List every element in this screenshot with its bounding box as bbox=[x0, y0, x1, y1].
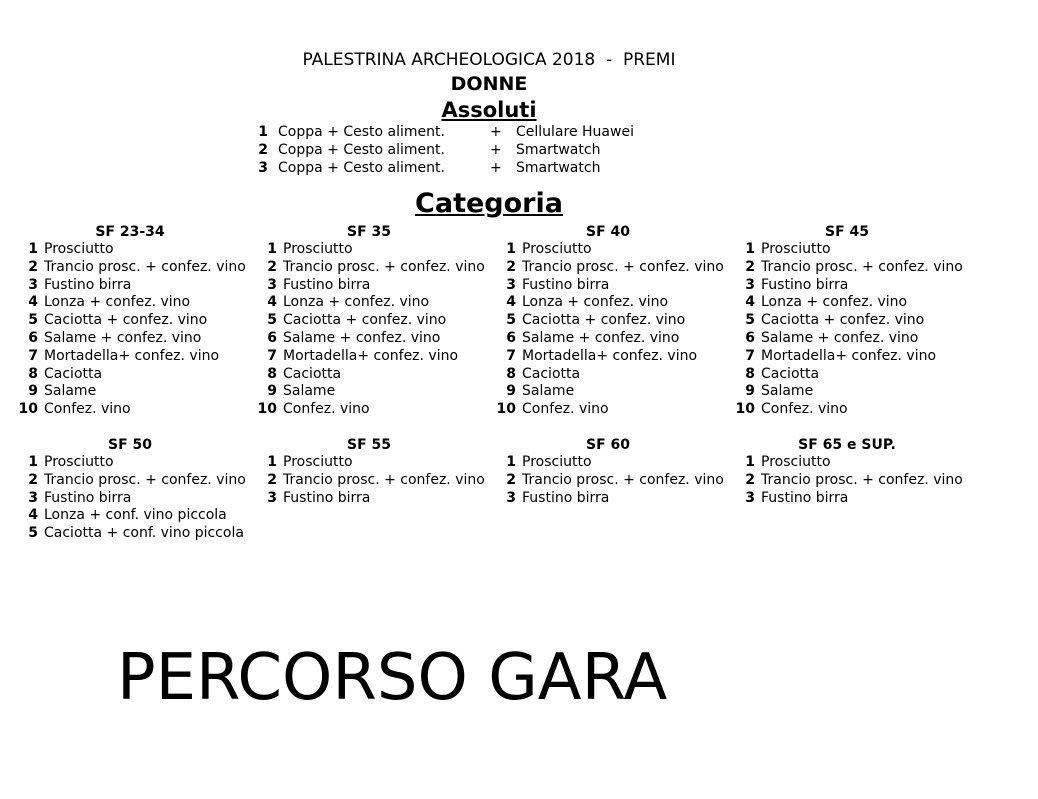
prize-text: Fustino birra bbox=[283, 489, 371, 506]
rank-number: 4 bbox=[28, 294, 38, 311]
rank-number: 8 bbox=[745, 365, 755, 382]
category-row bbox=[253, 330, 485, 348]
page-title: PALESTRINA ARCHEOLOGICA 2018 - PREMI bbox=[302, 50, 676, 70]
rank-number: 1 bbox=[28, 454, 38, 470]
category-row bbox=[14, 277, 246, 295]
category-row bbox=[253, 366, 485, 384]
plus-sign: + bbox=[490, 124, 502, 140]
category-row bbox=[14, 490, 246, 508]
category-row bbox=[14, 294, 246, 312]
prize-text: Salame bbox=[761, 383, 814, 400]
rank-number: 5 bbox=[28, 312, 38, 329]
prize-text: Salame + confez. vino bbox=[44, 329, 202, 346]
prize-text: Caciotta bbox=[283, 365, 342, 382]
prize-text: Mortadella+ confez. vino bbox=[44, 347, 220, 364]
prize-text: Prosciutto bbox=[522, 454, 592, 470]
category-row bbox=[492, 383, 724, 401]
rank-number: 3 bbox=[745, 489, 755, 506]
rank-number: 3 bbox=[506, 489, 516, 506]
rank-number: 1 bbox=[745, 241, 755, 257]
rank-number: 10 bbox=[735, 401, 755, 418]
category-row bbox=[14, 454, 246, 472]
rank-number: 4 bbox=[506, 294, 516, 311]
rank-number: 5 bbox=[745, 312, 755, 329]
category-row bbox=[492, 490, 724, 508]
rank-number: 6 bbox=[28, 329, 38, 346]
absolute-prize-list bbox=[250, 123, 670, 177]
category-row bbox=[14, 348, 246, 366]
prize-text: Lonza + confez. vino bbox=[283, 294, 430, 311]
category-row bbox=[492, 454, 724, 472]
category-block bbox=[492, 223, 724, 419]
category-title: SF 55 bbox=[346, 437, 391, 453]
prize-text: Caciotta bbox=[761, 365, 820, 382]
rank-number: 4 bbox=[267, 294, 277, 311]
category-block bbox=[14, 223, 246, 419]
category-row bbox=[731, 241, 963, 259]
rank-number: 10 bbox=[257, 401, 277, 418]
rank-number: 7 bbox=[745, 347, 755, 364]
prize-text: Prosciutto bbox=[283, 241, 353, 257]
prize-text: Caciotta + confez. vino bbox=[522, 312, 686, 329]
category-row bbox=[14, 312, 246, 330]
prize-text: Confez. vino bbox=[522, 401, 609, 418]
rank-number: 5 bbox=[267, 312, 277, 329]
prize-text: Salame + confez. vino bbox=[522, 329, 680, 346]
rank-number: 1 bbox=[267, 241, 277, 257]
rank-number: 3 bbox=[267, 276, 277, 293]
rank-number: 7 bbox=[506, 347, 516, 364]
absolute-heading: Assoluti bbox=[441, 98, 537, 122]
rank-number: 3 bbox=[28, 276, 38, 293]
category-row bbox=[731, 330, 963, 348]
prize-text: Coppa + Cesto aliment. bbox=[278, 124, 445, 140]
rank-number: 10 bbox=[18, 401, 38, 418]
rank-number: 9 bbox=[506, 383, 516, 400]
category-block bbox=[731, 436, 963, 507]
category-title: SF 40 bbox=[585, 224, 630, 240]
prize-text: Prosciutto bbox=[761, 454, 831, 470]
absolute-row bbox=[250, 159, 670, 177]
category-row bbox=[731, 454, 963, 472]
absolute-row bbox=[250, 123, 670, 141]
rank-number: 2 bbox=[258, 142, 268, 158]
category-title: SF 60 bbox=[585, 437, 630, 453]
category-row bbox=[492, 472, 724, 490]
category-row bbox=[731, 348, 963, 366]
category-row bbox=[492, 259, 724, 277]
rank-number: 1 bbox=[506, 241, 516, 257]
rank-number: 2 bbox=[745, 471, 755, 488]
rank-number: 2 bbox=[267, 471, 277, 488]
category-row bbox=[253, 241, 485, 259]
category-row bbox=[14, 330, 246, 348]
category-block bbox=[253, 223, 485, 419]
category-row bbox=[14, 241, 246, 259]
prize-text: Caciotta + confez. vino bbox=[761, 312, 925, 329]
category-title: SF 50 bbox=[107, 437, 152, 453]
rank-number: 2 bbox=[506, 471, 516, 488]
prize-text: Fustino birra bbox=[44, 489, 132, 506]
prize-text: Mortadella+ confez. vino bbox=[522, 347, 698, 364]
rank-number: 3 bbox=[506, 276, 516, 293]
category-title: SF 23-34 bbox=[95, 224, 165, 240]
prize-text: Fustino birra bbox=[283, 276, 371, 293]
category-row bbox=[253, 490, 485, 508]
category-row bbox=[14, 366, 246, 384]
category-row bbox=[253, 401, 485, 419]
rank-number: 2 bbox=[745, 258, 755, 275]
category-title: SF 45 bbox=[824, 224, 869, 240]
category-block bbox=[14, 436, 246, 543]
extra-prize-text: Cellulare Huawei bbox=[516, 124, 634, 140]
prize-text: Mortadella+ confez. vino bbox=[283, 347, 459, 364]
rank-number: 1 bbox=[267, 454, 277, 470]
prize-text: Prosciutto bbox=[44, 241, 114, 257]
prize-text: Trancio prosc. + confez. vino bbox=[44, 471, 246, 488]
prize-text: Fustino birra bbox=[522, 489, 610, 506]
prize-text: Salame bbox=[522, 383, 575, 400]
category-row bbox=[492, 312, 724, 330]
prize-text: Lonza + confez. vino bbox=[522, 294, 669, 311]
category-row bbox=[14, 259, 246, 277]
rank-number: 2 bbox=[506, 258, 516, 275]
prize-text: Trancio prosc. + confez. vino bbox=[761, 471, 963, 488]
rank-number: 6 bbox=[267, 329, 277, 346]
rank-number: 5 bbox=[506, 312, 516, 329]
rank-number: 3 bbox=[258, 160, 268, 176]
category-row bbox=[14, 507, 246, 525]
rank-number: 8 bbox=[267, 365, 277, 382]
category-row bbox=[14, 525, 246, 543]
prize-text: Caciotta + confez. vino bbox=[44, 312, 208, 329]
category-row bbox=[731, 259, 963, 277]
rank-number: 1 bbox=[258, 124, 268, 140]
category-row bbox=[731, 401, 963, 419]
prize-text: Caciotta bbox=[522, 365, 581, 382]
prize-text: Lonza + conf. vino piccola bbox=[44, 507, 227, 524]
category-row bbox=[492, 401, 724, 419]
prize-text: Caciotta bbox=[44, 365, 103, 382]
category-row bbox=[492, 366, 724, 384]
category-row bbox=[14, 401, 246, 419]
prize-text: Prosciutto bbox=[522, 241, 592, 257]
rank-number: 8 bbox=[28, 365, 38, 382]
prize-text: Caciotta + confez. vino bbox=[283, 312, 447, 329]
prize-text: Prosciutto bbox=[761, 241, 831, 257]
category-row bbox=[731, 277, 963, 295]
category-row bbox=[731, 383, 963, 401]
rank-number: 7 bbox=[28, 347, 38, 364]
rank-number: 5 bbox=[28, 525, 38, 542]
rank-number: 1 bbox=[28, 241, 38, 257]
category-row bbox=[731, 294, 963, 312]
category-row bbox=[253, 312, 485, 330]
rank-number: 9 bbox=[28, 383, 38, 400]
category-row bbox=[253, 277, 485, 295]
category-row bbox=[731, 312, 963, 330]
category-row bbox=[492, 348, 724, 366]
rank-number: 7 bbox=[267, 347, 277, 364]
rank-number: 4 bbox=[745, 294, 755, 311]
prize-text: Confez. vino bbox=[44, 401, 131, 418]
plus-sign: + bbox=[490, 160, 502, 176]
prize-text: Trancio prosc. + confez. vino bbox=[522, 471, 724, 488]
plus-sign: + bbox=[490, 142, 502, 158]
category-title: SF 65 e SUP. bbox=[798, 437, 896, 453]
prize-text: Prosciutto bbox=[44, 454, 114, 470]
rank-number: 6 bbox=[745, 329, 755, 346]
prize-text: Salame + confez. vino bbox=[283, 329, 441, 346]
rank-number: 9 bbox=[745, 383, 755, 400]
rank-number: 3 bbox=[745, 276, 755, 293]
category-row bbox=[253, 348, 485, 366]
prize-text: Salame bbox=[283, 383, 336, 400]
gender-heading: DONNE bbox=[450, 73, 528, 95]
category-row bbox=[253, 259, 485, 277]
prize-text: Trancio prosc. + confez. vino bbox=[761, 258, 963, 275]
course-title: PERCORSO GARA bbox=[117, 641, 668, 715]
prize-text: Coppa + Cesto aliment. bbox=[278, 160, 445, 176]
category-block bbox=[731, 223, 963, 419]
prize-text: Prosciutto bbox=[283, 454, 353, 470]
category-title: SF 35 bbox=[346, 224, 391, 240]
rank-number: 2 bbox=[28, 471, 38, 488]
category-row bbox=[731, 366, 963, 384]
prize-text: Confez. vino bbox=[283, 401, 370, 418]
category-row bbox=[14, 383, 246, 401]
rank-number: 4 bbox=[28, 507, 38, 524]
rank-number: 10 bbox=[496, 401, 516, 418]
category-row bbox=[492, 330, 724, 348]
prize-text: Trancio prosc. + confez. vino bbox=[44, 258, 246, 275]
prize-text: Trancio prosc. + confez. vino bbox=[283, 471, 485, 488]
absolute-row bbox=[250, 141, 670, 159]
category-row bbox=[14, 472, 246, 490]
category-row bbox=[731, 490, 963, 508]
prize-text: Coppa + Cesto aliment. bbox=[278, 142, 445, 158]
prize-text: Mortadella+ confez. vino bbox=[761, 347, 937, 364]
extra-prize-text: Smartwatch bbox=[516, 160, 601, 176]
category-row bbox=[731, 472, 963, 490]
category-row bbox=[492, 277, 724, 295]
prize-text: Fustino birra bbox=[761, 276, 849, 293]
category-row bbox=[253, 383, 485, 401]
prize-text: Trancio prosc. + confez. vino bbox=[283, 258, 485, 275]
prize-text: Caciotta + conf. vino piccola bbox=[44, 525, 244, 542]
prize-text: Salame + confez. vino bbox=[761, 329, 919, 346]
prize-text: Fustino birra bbox=[44, 276, 132, 293]
category-block bbox=[253, 436, 485, 507]
rank-number: 1 bbox=[745, 454, 755, 470]
category-row bbox=[253, 472, 485, 490]
category-block bbox=[492, 436, 724, 507]
prize-text: Confez. vino bbox=[761, 401, 848, 418]
prize-text: Trancio prosc. + confez. vino bbox=[522, 258, 724, 275]
prize-text: Salame bbox=[44, 383, 97, 400]
rank-number: 2 bbox=[267, 258, 277, 275]
prize-text: Fustino birra bbox=[761, 489, 849, 506]
category-row bbox=[253, 454, 485, 472]
rank-number: 3 bbox=[28, 489, 38, 506]
rank-number: 9 bbox=[267, 383, 277, 400]
rank-number: 6 bbox=[506, 329, 516, 346]
rank-number: 8 bbox=[506, 365, 516, 382]
extra-prize-text: Smartwatch bbox=[516, 142, 601, 158]
category-row bbox=[492, 294, 724, 312]
rank-number: 1 bbox=[506, 454, 516, 470]
prize-text: Lonza + confez. vino bbox=[761, 294, 908, 311]
prize-text: Fustino birra bbox=[522, 276, 610, 293]
category-row bbox=[492, 241, 724, 259]
prize-text: Lonza + confez. vino bbox=[44, 294, 191, 311]
rank-number: 2 bbox=[28, 258, 38, 275]
category-row bbox=[253, 294, 485, 312]
category-heading: Categoria bbox=[415, 188, 563, 219]
rank-number: 3 bbox=[267, 489, 277, 506]
